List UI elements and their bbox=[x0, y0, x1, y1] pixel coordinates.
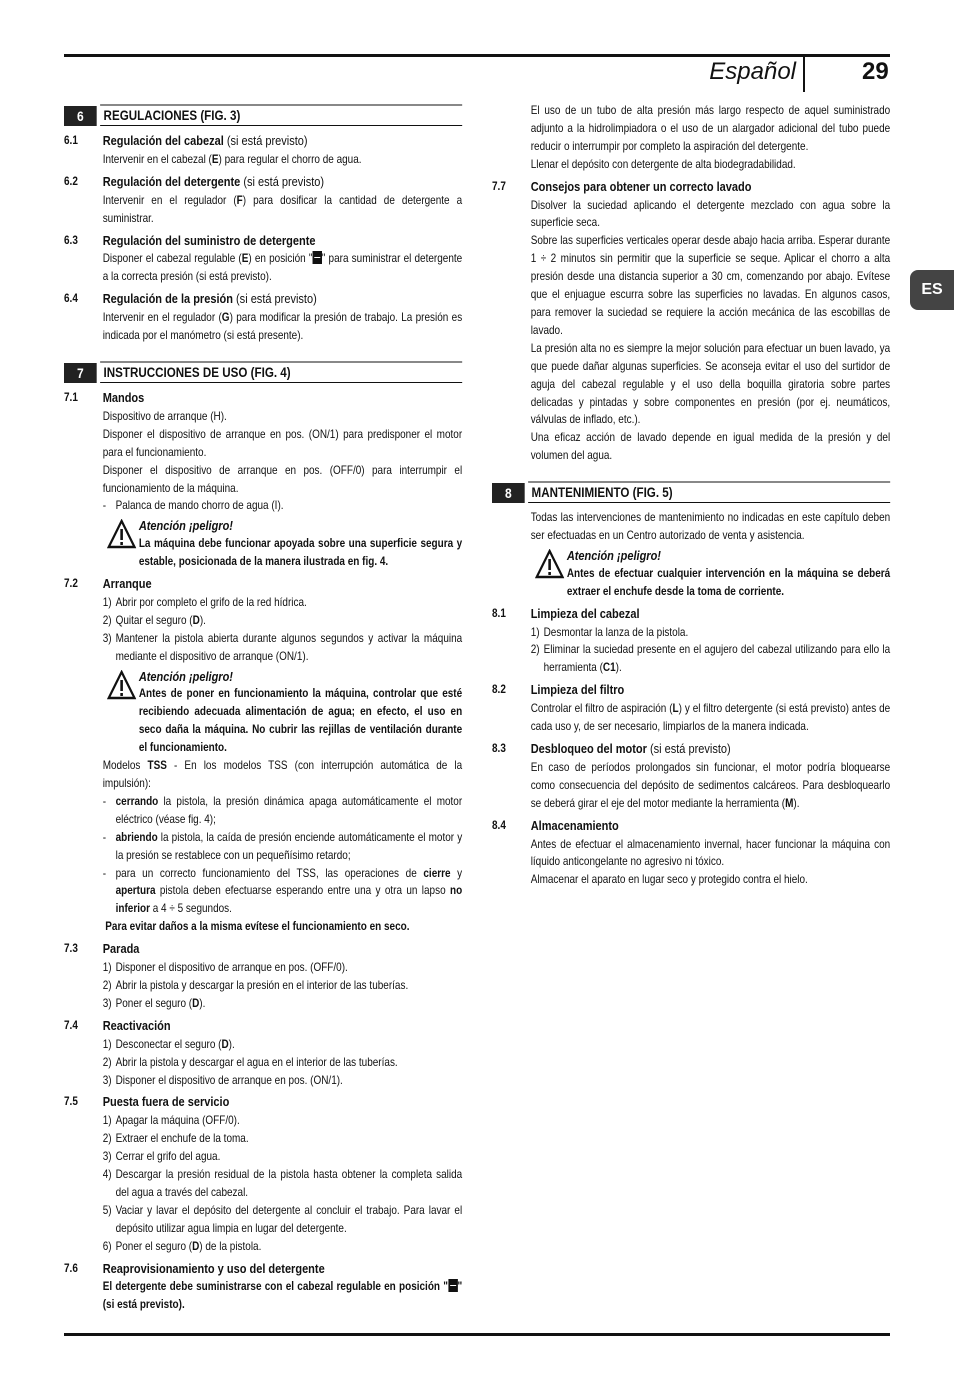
subsection-6-2: 6.2 Regulación del detergente (si está previsto) bbox=[64, 173, 325, 189]
paragraph: Disponer el cabezal regulable (E) en posición " " para suministrar el detergente a la correcta presión (si está previsto). bbox=[102, 252, 463, 284]
section-title: REGULACIONES (FIG. 3) bbox=[103, 108, 241, 123]
subsection-6-3: 6.3 Regulación del suministro de detergente bbox=[64, 232, 316, 248]
subsection-7-2: 7.2 Arranque bbox=[64, 576, 152, 592]
footer-rule bbox=[64, 1333, 890, 1336]
warning-triangle-icon bbox=[535, 549, 564, 579]
paragraph-tss: Modelos TSS - En los modelos TSS (con interrupción automática de la impulsión): bbox=[102, 759, 463, 790]
section-header-7: 7 INSTRUCCIONES DE USO (FIG. 4) bbox=[64, 361, 462, 383]
warning-heading: Atención ¡peligro! bbox=[138, 518, 233, 534]
warning-block bbox=[64, 517, 462, 571]
warning-block: Atención ¡peligro! Antes de poner en funcionamiento la máquina, controlar que esté recibiendo adecuada alimentación de agua; en efecto, el uso en seco daña la máquina. No cubrir las rejillas de ventilación durante el funcionamiento. bbox=[64, 668, 462, 758]
right-column: El uso de un tubo de alta presión más largo respecto de aquel suministrado adjunto a la hidrolimpiadora o el uso de un alargador adicional del tubo puede reducir o interrumpir por completo la aspiración del detergente. Llenar el depósito con detergente de alta biodegradabilidad. 7.7 Consejos para obtener un correcto lavado Disolver la suciedad aplicando el detergente mezclado con agua sobre la superficie seca. Sobre las superficies verticales operar desde abajo hacia arriba. Esperar durante 1 ÷ 2 minutos sin permitir que la superficie se seque. Aplicar el chorro a alta presión desde una distancia superior a 30 cm, comenzando por abajo. Evítese que el enjuague escurra sobre las superficies no lavadas. En algunos casos, para remover la suciedad se requiere la acción mecánica de las escobillas de lavado. La presión alta no es siempre la mejor solución para efectuar un buen lavado, ya que puede dañar algunas superficies. Se aconseja evitar el uso del surtidor de aguja del cabezal regulable y el uso della boquilla giratoria sobre partes delicadas y pintadas y sobre componentes en presión (por ej. neumáticos, válvulas de inflado, etc.). Una eficaz acción de lavado depende en igual medida de la presión y del volumen del agua. 8 MANTENIMIENTO (FIG. 5) Todas las intervenciones de mantenimiento no indicadas en este capítulo deben ser efectuadas en un Centro autorizado de venta y asistencia. Atención ¡peligro! Antes de efectuar cualquier intervención en la máquina se deberá extraer el enchufe desde la toma de corriente. 8.1 Limpieza del cabezal 1) Desmontar la lanza de la pistola. 2) Eliminar la suciedad presente en el agujero del cabezal utilizando para ello la herramienta (C1). 8.2 Limpieza del filtro Controlar el filtro de aspiración (L) y el filtro detergente (si está previsto) antes de cada uso y, de ser necesario, limpiarlos de la manera indicada. 8.3 Desbloqueo del motor (si está previsto) En caso de períodos prolongados sin funcionar, el motor podría bloquearse como consecuencia del depósito de sedimentos calcáreos. Para desbloquearlo se deberá girar el eje del motor mediante la herramienta (M). 8.4 Almacenamiento Antes de efectuar el almacenamiento invernal, hacer funcionar la máquina con líquido anticongelante no agresivo ni tóxico. Almacenar el aparato en lugar seco y protegido contra el hielo. bbox=[492, 104, 891, 887]
warning-text: La máquina debe funcionar apoyada sobre una superficie segura y estable, posicionada de la manera ilustrada en fig. 4. bbox=[138, 537, 463, 569]
section-header-6 bbox=[64, 104, 462, 126]
paragraph: Intervenir en el regulador (G) para modificar la presión de trabajo. La presión es indicada por el manómetro (si está presente). bbox=[102, 311, 463, 343]
header-divider bbox=[803, 54, 805, 92]
paragraph: Intervenir en el cabezal (E) para regular el chorro de agua. bbox=[102, 152, 362, 166]
section-number: 6 bbox=[64, 106, 97, 126]
subsection-7-6: 7.6 Reaprovisionamiento y uso del detergente bbox=[64, 1260, 325, 1276]
subsection-6-1: 6.1 Regulación del cabezal (si está previsto) bbox=[64, 133, 308, 148]
header-rule bbox=[64, 54, 890, 57]
subsection-8-4: 8.4 Almacenamiento bbox=[492, 817, 619, 833]
subsection-8-1: 8.1 Limpieza del cabezal bbox=[492, 605, 640, 621]
subsection-7-7: 7.7 Consejos para obtener un correcto lavado bbox=[492, 178, 752, 194]
language-tab: ES bbox=[910, 270, 954, 310]
subsection-7-1: 7.1 Mandos bbox=[64, 389, 145, 405]
left-column: 6 REGULACIONES (FIG. 3) 6.1 Regulación del cabezal (si está previsto) Intervenir en el cabezal (E) para regular el chorro de agua. 6.2 Regulación del detergente (si está previsto) Intervenir en el regulador (F) para dosificar la cantidad de detergente a suministrar. 6.3 Regulación del suministro de detergente Disponer el cabezal regulable (E) en posición " " para suministrar el detergente a la correcta presión (si está previsto). 6.4 Regulación de la presión (si está previsto) Intervenir en el regulador (G) para modificar la presión de trabajo. La presión es indicada por el manómetro (si está presente). 7 INSTRUCCIONES DE USO (FIG. 4) 7.1 Mandos Dispositivo de arranque (H). Disponer el dispositivo de arranque en pos. (ON/1) para predisponer el motor para el funcionamiento. Disponer el dispositivo de arranque en pos. (OFF/0) para interrumpir el funcionamiento de la máquina. - Palanca de mando chorro de agua (I). Atención ¡peligro! La máquina debe funcionar apoyada sobre una superficie segura y estable, posicionada de la manera ilustrada en fig. 4. 7.2 Arranque 1) Abrir por completo el grifo de la red hídrica. 2) Quitar el seguro (D). 3) Mantener la pistola abierta durante algunos segundos y activar la máquina mediante el dispositivo de arranque (ON/1). Atención ¡peligro! Antes de poner en funcionamiento la máquina, controlar que esté recibiendo adecuada alimentación de agua; en efecto, el uso en seco daña la máquina. No cubrir las rejillas de ventilación durante el funcionamiento. Modelos TSS - En los modelos TSS (con interrupción automática de la impulsión): - cerrando la pistola, la presión dinámica apaga automáticamente el motor eléctrico (véase fig. 4); - abriendo la pistola, la caída de presión enciende automáticamente el motor y la presión se restablece con un pequeñísimo retardo; - para un correcto funcionamiento del TSS, las operaciones de cierre y apertura pistola deben efectuarse esperando entre una y otra un lapso no inferior a 4 ÷ 5 segundos. Para evitar daños a la misma evítese el funcionamiento en seco. 7.3 Parada 1) Disponer el dispositivo de arranque en pos. (OFF/0). 2) Abrir la pistola y descargar la presión en el interior de las tuberías. 3) Poner el seguro (D). 7.4 Reactivación 1) Desconectar el seguro (D). 2) Abrir la pistola y descargar el agua en el interior de las tuberías. 3) Disponer el dispositivo de arranque en pos. (ON/1). 7.5 Puesta fuera de servicio 1) Apagar la máquina (OFF/0). 2) Extraer el enchufe de la toma. 3) Cerrar el grifo del agua. 4) Descargar la presión residual de la pistola hasta obtener la completa salida del agua a través del cabezal. 5) Vaciar y lavar el depósito del detergente al concluir el trabajo. Para lavar el depósito utilizar agua limpia en lugar del detergente. 6) Poner el seguro (D) de la pistola. 7.6 Reaprovisionamiento y uso del detergente El detergente debe suministrarse con el cabezal regulable en posición " " (si está previsto). bbox=[64, 104, 462, 1314]
detergent-symbol-icon bbox=[448, 1279, 457, 1292]
section-header-8: 8 MANTENIMIENTO (FIG. 5) bbox=[492, 481, 890, 503]
warning-block: Atención ¡peligro! Antes de efectuar cualquier intervención en la máquina se deberá extraer el enchufe desde la toma de corriente. bbox=[492, 547, 890, 601]
detergent-symbol-icon bbox=[312, 251, 321, 264]
subsection-7-4: 7.4 Reactivación bbox=[64, 1017, 171, 1033]
subsection-7-5: 7.5 Puesta fuera de servicio bbox=[64, 1094, 230, 1110]
subsection-7-3: 7.3 Parada bbox=[64, 941, 140, 957]
subsection-8-2: 8.2 Limpieza del filtro bbox=[492, 682, 625, 698]
header-language-title: Español bbox=[709, 58, 796, 85]
paragraph: Intervenir en el regulador (F) para dosificar la cantidad de detergente a suministrar. bbox=[102, 193, 463, 225]
subsection-8-3: 8.3 Desbloqueo del motor (si está previsto) bbox=[492, 741, 731, 756]
page-number: 29 bbox=[862, 58, 889, 85]
list-item: - Palanca de mando chorro de agua (I). bbox=[102, 499, 284, 513]
subsection-6-4: 6.4 Regulación de la presión (si está previsto) bbox=[64, 291, 317, 307]
warning-triangle-icon bbox=[107, 519, 136, 549]
warning-triangle-icon bbox=[107, 670, 136, 700]
